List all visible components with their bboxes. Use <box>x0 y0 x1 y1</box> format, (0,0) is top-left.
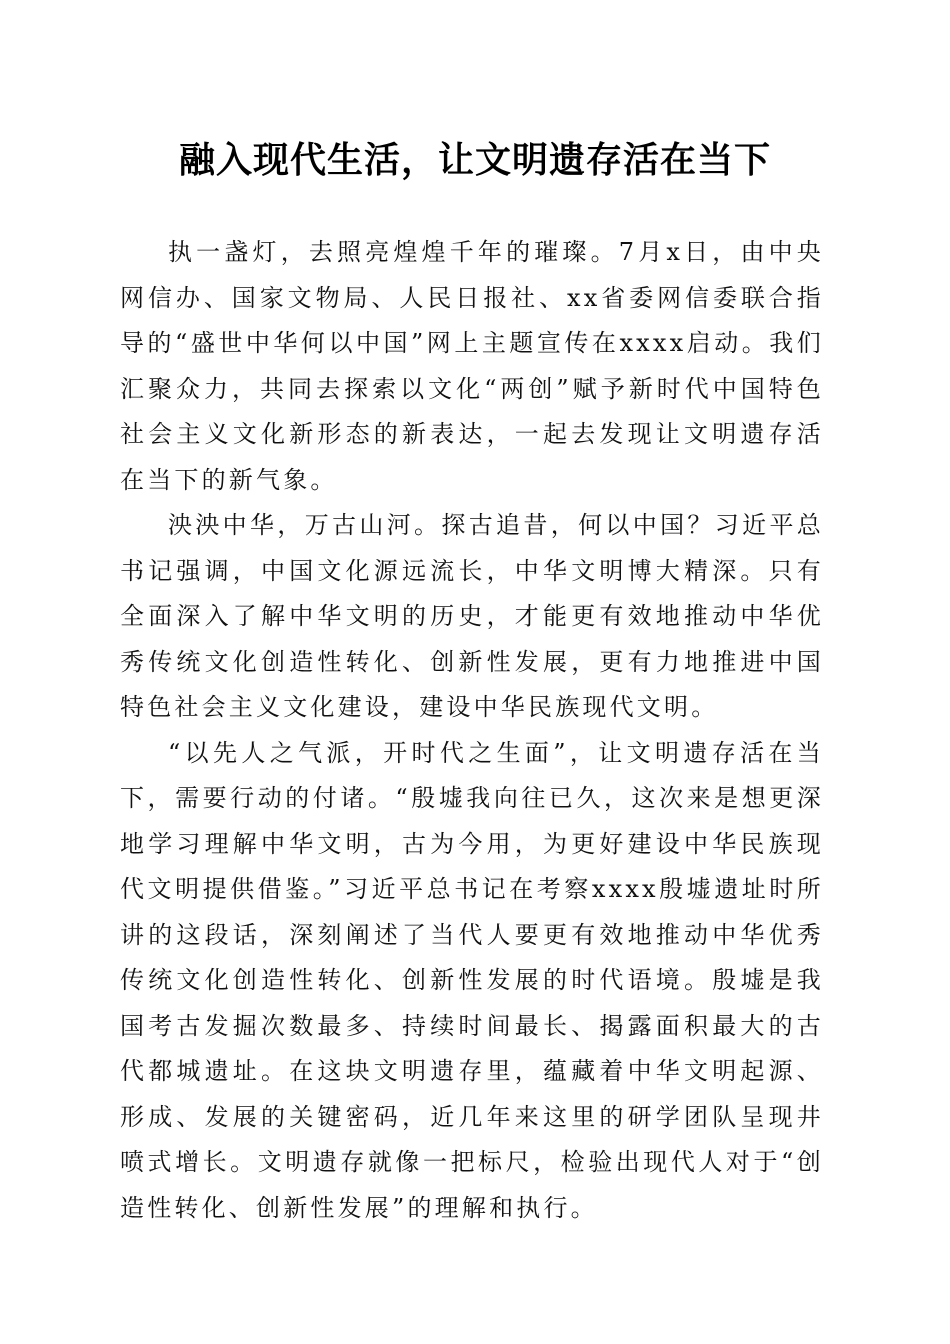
document-title: 融入现代生活，让文明遗存活在当下 <box>178 139 771 181</box>
paragraph-3: “以先人之气派，开时代之生面”，让文明遗存活在当下，需要行动的付诸。“殷墟我向往已久，这次来是想更深地学习理解中华文明，古为今用，为更好建设中华民族现代文明提供借鉴。”习近平总书记在考察xxxx殷墟遗址时所讲的这段话，深刻阐述了当代人要更有效地推动中华优秀传统文化创造性转化、创新性发展的时代语境。殷墟是我国考古发掘次数最多、持续时间最长、揭露面积最大的古代都城遗址。在这块文明遗存里，蕴藏着中华文明起源、形成、发展的关键密码，近几年来这里的研学团队呈现井喷式增长。文明遗存就像一把标尺，检验出现代人对于“创造性转化、创新性发展”的理解和执行。 <box>120 738 824 1222</box>
paragraph-1: 执一盏灯，去照亮煌煌千年的璀璨。7月x日，由中央网信办、国家文物局、人民日报社、xx省委网信委联合指导的“盛世中华何以中国”网上主题宣传在xxxx启动。我们汇聚众力，共同去探索以文化“两创”赋予新时代中国特色社会主义文化新形态的新表达，一起去发现让文明遗存活在当下的新气象。 <box>120 238 824 494</box>
paragraph-2: 泱泱中华，万古山河。探古追昔，何以中国？习近平总书记强调，中国文化源远流长，中华文明博大精深。只有全面深入了解中华文明的历史，才能更有效地推动中华优秀传统文化创造性转化、创新性发展，更有力地推进中国特色社会主义文化建设，建设中华民族现代文明。 <box>120 511 824 721</box>
document-body <box>120 230 824 1231</box>
